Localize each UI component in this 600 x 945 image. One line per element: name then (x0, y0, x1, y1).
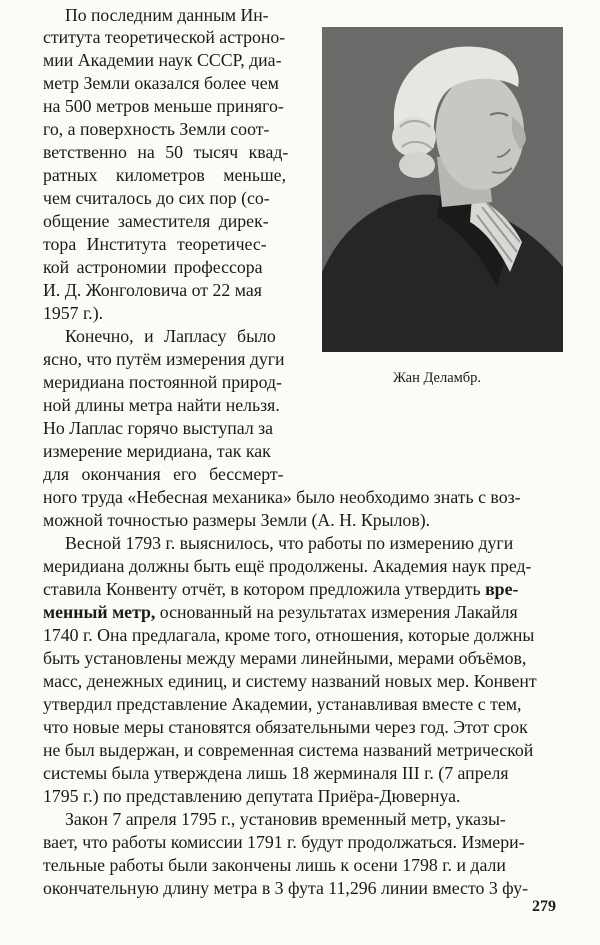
figure-caption: Жан Деламбр. (393, 370, 482, 386)
text-line-24: Весной 1793 г. выяснилось, что работы по измерению дуги (65, 533, 514, 553)
text-line-13: И. Д. Жонголовича от 22 мая (43, 280, 262, 300)
text-line-2: ститута теоретической астроно- (43, 27, 286, 47)
text-line-11: тора Института теоретичес- (43, 234, 267, 254)
text-line-28: 1740 г. Она предлагала, кроме того, отношения, которые должны (43, 625, 535, 645)
text-line-20: измерение меридиана, так как (43, 441, 271, 461)
text-line-7: ветственно на 50 тысяч квад- (43, 142, 289, 162)
text-line-17: меридиана постоянной природ- (43, 372, 282, 392)
text-line-19: Но Лаплас горячо выступал за (43, 418, 274, 438)
text-line-3: мии Академии наук СССР, диа- (43, 50, 282, 70)
text-line-18: ной длины метра найти нельзя. (43, 395, 280, 415)
text-line-36: Закон 7 апреля 1795 г., установив временный метр, указы- (65, 809, 506, 829)
text-line-29: быть установлены между мерами линейными, мерами объёмов, (43, 648, 527, 668)
text-line-1: По последним данным Ин- (65, 5, 269, 25)
text-line-10: общение заместителя дирек- (43, 211, 269, 231)
page-number: 279 (532, 898, 556, 915)
text-line-14: 1957 г.). (43, 303, 104, 323)
text-line-16: ясно, что путём измерения дуги (43, 349, 285, 369)
text-line-31: утвердил представление Академии, устанавливая вместе с тем, (43, 694, 522, 714)
text-line-12: кой астрономии профессора (43, 257, 263, 277)
text-line-6: го, а поверхность Земли соот- (43, 119, 270, 139)
text-line-30: масс, денежных единиц, и систему названий новых мер. Конвент (43, 671, 537, 691)
text-line-35: 1795 г.) по представлению депутата Приёра-Дювернуа. (43, 786, 461, 806)
text-line-9: чем считалось до сих пор (со- (43, 188, 270, 208)
text-run: основанный на результатах измерения Лакайля (155, 602, 518, 622)
text-line-4: метр Земли оказался более чем (43, 73, 279, 93)
text-line-26 (43, 578, 518, 600)
text-line-38: тельные работы были закончены лишь к осени 1798 г. и дали (43, 855, 506, 875)
text-line-5: на 500 метров меньше приняго- (43, 96, 284, 116)
bold-term: менный метр, (43, 602, 156, 622)
text-run: ставила Конвенту отчёт, в котором предложила утвердить (43, 579, 486, 599)
text-line-34: системы была утверждена лишь 18 жерминаля III г. (7 апреля (43, 763, 509, 783)
portrait-image (322, 27, 563, 352)
text-line-37: вает, что работы комиссии 1791 г. будут продолжаться. Измери- (43, 832, 525, 852)
text-line-32: что новые меры становятся обязательными через год. Этот срок (43, 717, 528, 737)
text-line-27 (43, 601, 518, 623)
text-line-33: не был выдержан, и современная система названий метрической (43, 740, 534, 760)
bold-term: вре- (485, 579, 519, 599)
text-line-25: меридиана должны быть ещё продолжены. Академия наук пред- (43, 556, 532, 576)
text-line-22: ного труда «Небесная механика» было необходимо знать с воз- (43, 487, 521, 507)
text-line-39: окончательную длину метра в 3 фута 11,296 линии вместо 3 фу- (43, 878, 529, 898)
text-line-21: для окончания его бессмерт- (43, 464, 284, 484)
text-line-8: ратных километров меньше, (43, 165, 287, 185)
text-line-15: Конечно, и Лапласу было (65, 326, 276, 346)
text-line-23: можной точностью размеры Земли (А. Н. Крылов). (43, 510, 431, 530)
